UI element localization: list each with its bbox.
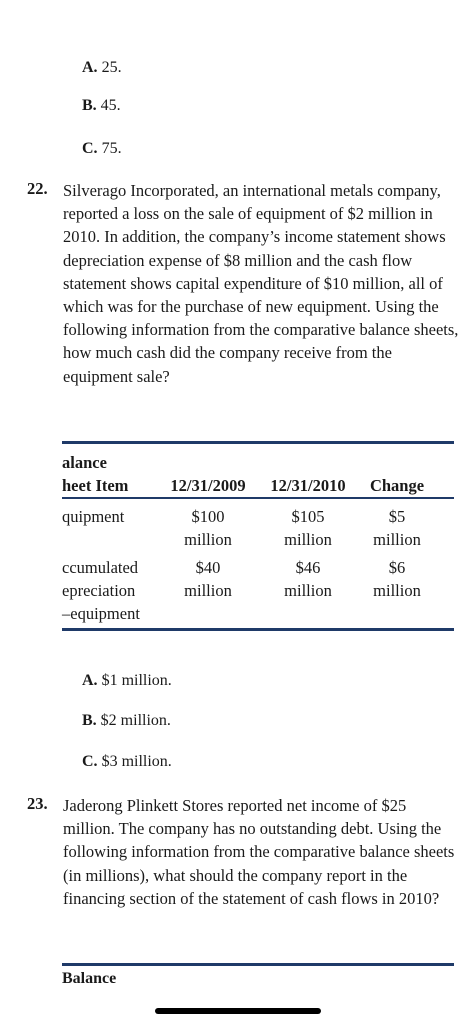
cell-line: ccumulated [62, 558, 139, 577]
table-header-item [62, 451, 128, 497]
table-top-rule [62, 441, 454, 444]
option-b [82, 711, 171, 731]
cell-line: $40 [195, 558, 221, 577]
option-text: 25. [101, 59, 122, 76]
cell-line: $5 [388, 507, 406, 526]
table-cell [160, 556, 256, 602]
option-letter: B. [82, 97, 97, 114]
table-cell [260, 505, 356, 551]
question-number: 22. [27, 179, 48, 198]
option-letter: B. [82, 712, 97, 729]
cell-line: million [373, 581, 421, 600]
option-c [82, 139, 122, 159]
option-text: $2 million. [100, 712, 171, 729]
cell-line: epreciation [62, 581, 136, 600]
table-header-change: Change [369, 476, 425, 495]
cut-off-table-header: Balance [62, 970, 117, 987]
header-line: heet Item [62, 476, 129, 495]
table-cell [160, 505, 256, 551]
cell-line: million [184, 530, 232, 549]
cell-line: $46 [295, 558, 321, 577]
option-a [82, 671, 172, 691]
cell-line: million [284, 530, 332, 549]
cell-line: $6 [388, 558, 406, 577]
question-text: Jaderong Plinkett Stores reported net income of $25 million. The company has no outstanding debt. Using the following information from the comparative balance sheets (in millions), what should the company report in the financing section of the statement of cash flows in 2010? [63, 796, 455, 908]
option-text: 75. [101, 140, 122, 157]
table-row-item [62, 556, 140, 625]
table-top-rule [62, 963, 454, 966]
option-b [82, 96, 121, 116]
option-letter: C. [82, 140, 98, 157]
option-letter: A. [82, 59, 98, 76]
table-row-item: quipment [62, 507, 125, 526]
table-header-rule [62, 497, 454, 499]
option-letter: C. [82, 753, 98, 770]
option-text: $1 million. [101, 672, 172, 689]
cell-line: –equipment [62, 604, 140, 623]
table-header-2010: 12/31/2010 [270, 476, 346, 495]
option-text: $3 million. [101, 753, 172, 770]
home-indicator[interactable] [155, 1008, 321, 1014]
cell-line: $100 [191, 507, 225, 526]
table-cell [260, 556, 356, 602]
option-text: 45. [100, 97, 121, 114]
cell-line: million [284, 581, 332, 600]
option-letter: A. [82, 672, 98, 689]
option-c [82, 752, 172, 772]
table-cell [355, 505, 439, 551]
question-number: 23. [27, 794, 48, 813]
header-line: alance [62, 453, 107, 472]
cell-line: million [373, 530, 421, 549]
table-header-2009: 12/31/2009 [170, 476, 246, 495]
question-text: Silverago Incorporated, an international metals company, reported a loss on the sale of equipment of $2 million in 2010. In addition, the company’s income statement shows depreciation expense of $8 million and the cash flow statement shows capital expenditure of $10 million, all of which was for the purchase of new equipment. Using the following information from the comparative balance sheets, how much cash did the company receive from the equipment sale? [63, 181, 459, 386]
table-cell [355, 556, 439, 602]
table-bottom-rule [62, 628, 454, 631]
cell-line: $105 [291, 507, 325, 526]
option-a [82, 58, 122, 78]
cell-line: million [184, 581, 232, 600]
